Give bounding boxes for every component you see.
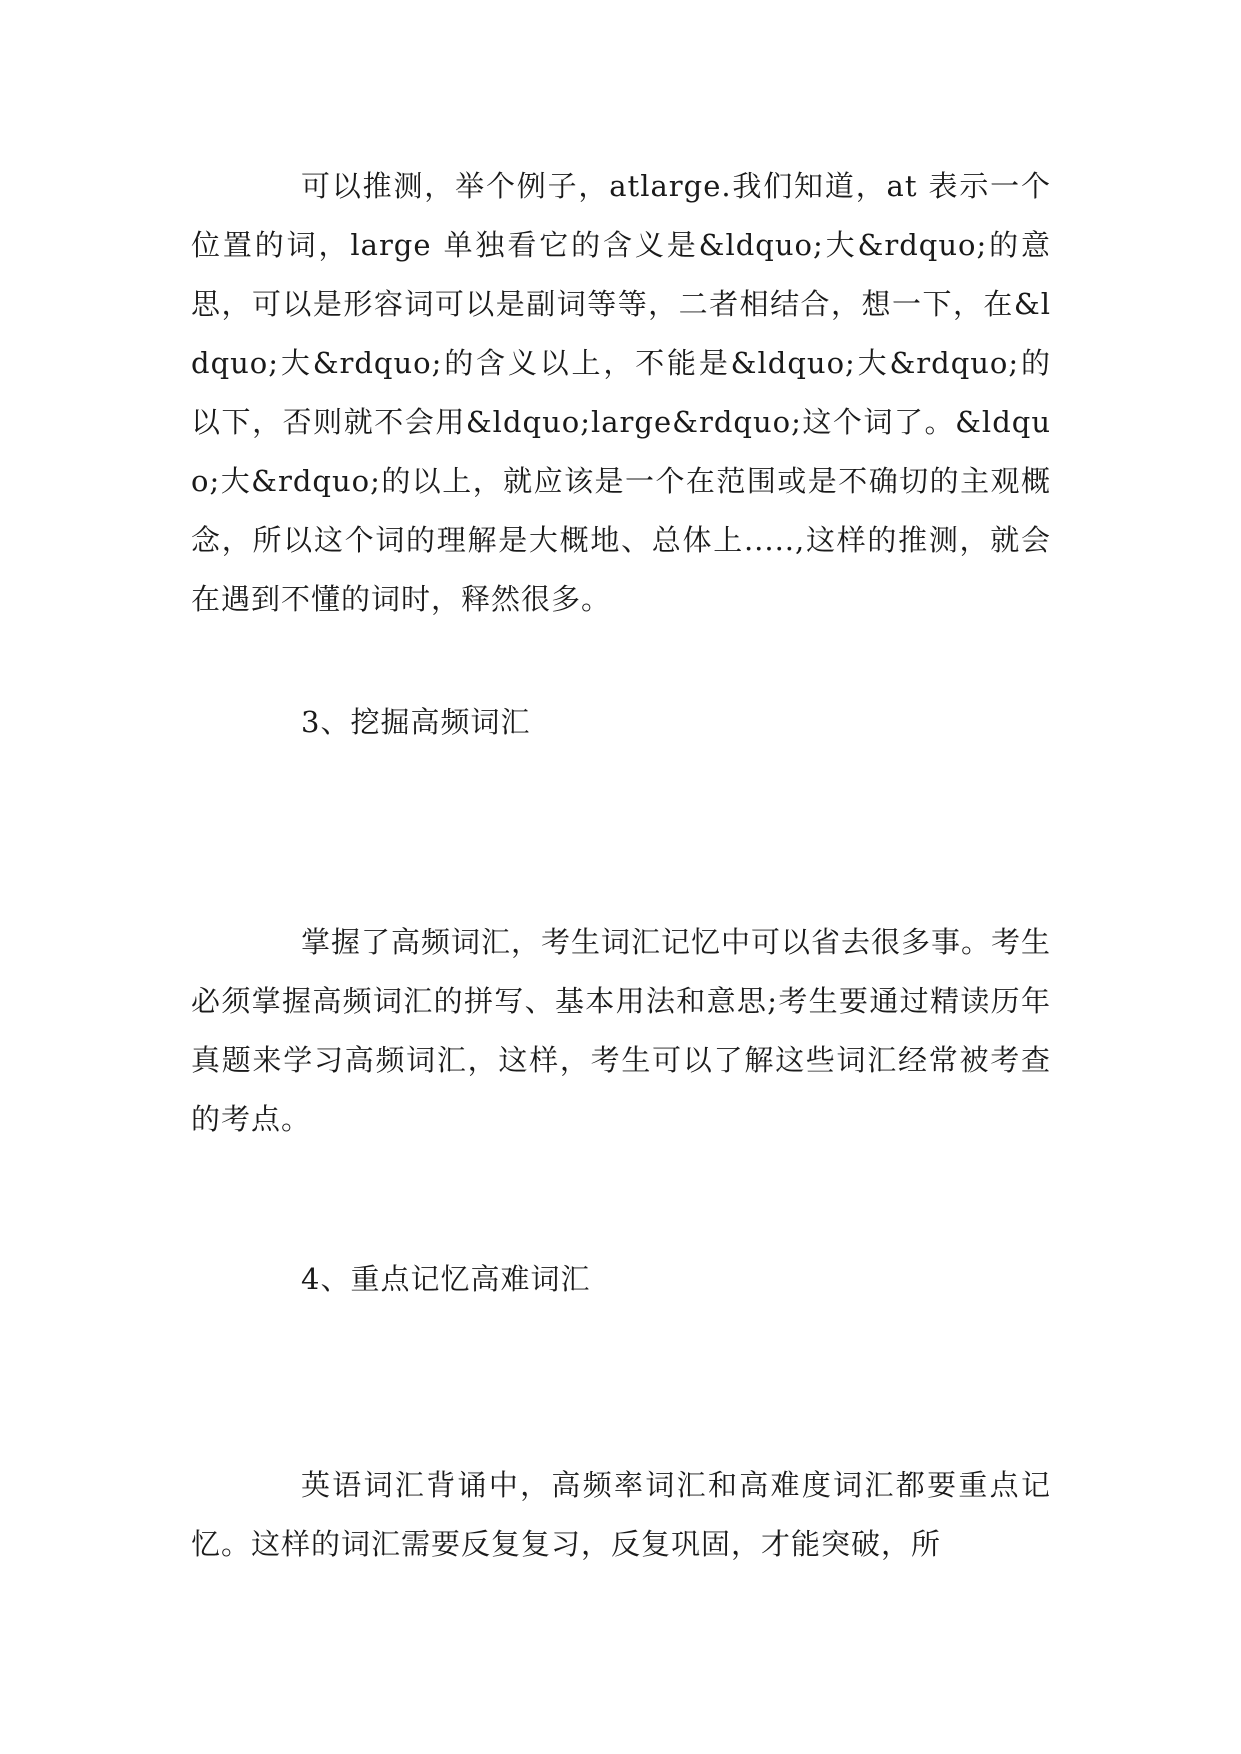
- body-paragraph: 可以推测，举个例子，atlarge.我们知道，at 表示一个位置的词，large 单独看它的含义是&ldquo;大&rdquo;的意思，可以是形容词可以是副词等等，二者相结合，想一下，在&ldquo;大&rdquo;的含义以上，不能是&ldquo;大&rdquo;的以下，否则就不会用&ldquo;large&rdquo;这个词了。&ldquo;大&rdquo;的以上，就应该是一个在范围或是不确切的主观概念，所以这个词的理解是大概地、总体上.....,这样的推测，就会在遇到不懂的词时，释然很多。: [191, 169, 1051, 616]
- body-paragraph: 英语词汇背诵中，高频率词汇和高难度词汇都要重点记忆。这样的词汇需要反复复习，反复巩固，才能突破，所: [191, 1468, 1051, 1561]
- section-heading: 3、挖掘高频词汇: [301, 705, 531, 739]
- section-heading: 4、重点记忆高难词汇: [301, 1262, 591, 1296]
- body-paragraph: 掌握了高频词汇，考生词汇记忆中可以省去很多事。考生必须掌握高频词汇的拼写、基本用法和意思;考生要通过精读历年真题来学习高频词汇，这样，考生可以了解这些词汇经常被考查的考点。: [191, 925, 1052, 1136]
